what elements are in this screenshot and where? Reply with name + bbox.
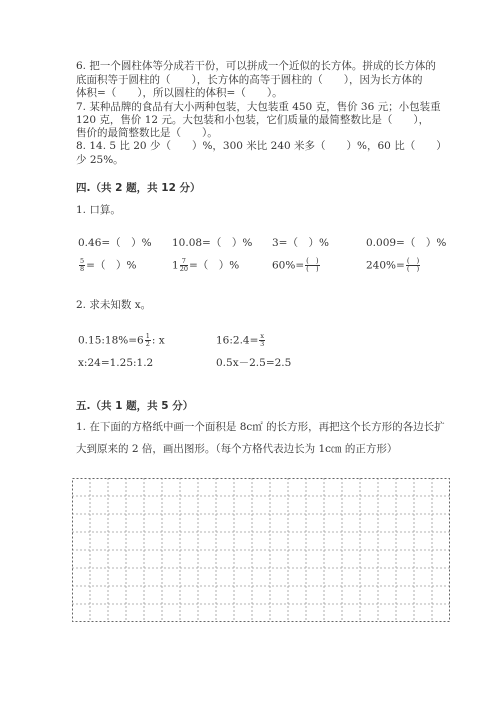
calc-r1c2: 10.08=（ ）% — [172, 237, 253, 249]
equation-2: 16:2.4= $\frac{x}{3}$ — [216, 332, 265, 348]
calc-r1c1: 0.46=（ ）% — [78, 237, 152, 249]
q6-line-2: 底面积等于圆柱的（ ），长方体的高等于圆柱的（ ），因为长方体的 — [76, 74, 423, 86]
fraction: $\frac{x}{3}$ — [260, 332, 265, 348]
q6-line-1: 6. 把一个圆柱体等分成若干份，可以拼成一个近似的长方体。拼成的长方体的 — [76, 60, 436, 72]
q7-line-3: 售价的最简整数比是（ ）。 — [76, 127, 218, 139]
grid-question-line-1: 1. 在下面的方格纸中画一个面积是 8c㎡ 的长方形，再把这个长方形的各边长扩 — [76, 421, 445, 433]
calc-r2c1: $\frac{5}{8}$ =（ ）% — [80, 257, 137, 273]
solve-label: 2. 求未知数 x。 — [76, 299, 152, 311]
grid-question-line-2: 大到原来的 2 倍，画出图形。（每个方格代表边长为 1c㎝ 的正方形） — [76, 443, 398, 455]
fraction: $\frac{5}{8}$ — [80, 257, 85, 273]
q7-line-2: 120 克，售价 12 元。大包装和小包装，它们质量的最简整数比是（ ）， — [76, 114, 430, 126]
equation-4: 0.5x－2.5=2.5 — [216, 357, 292, 369]
fraction: $\frac{1}{2}$ — [145, 332, 150, 348]
square-grid-paper[interactable] — [72, 478, 450, 622]
section-4-title: 四.（共 2 题，共 12 分） — [76, 182, 201, 194]
equation-1: 0.15:18%=6 $\frac{1}{2}$ : x — [78, 332, 165, 348]
calc-r2c4: 240%= $\frac{( )}{( )}$ — [366, 257, 420, 273]
q7-line-1: 7. 某种品牌的食品有大小两种包装，大包装重 450 克，售价 36 元；小包装重 — [76, 101, 441, 113]
fraction: $\frac{7}{20}$ — [179, 257, 188, 273]
q8-line-2: 少 25%。 — [76, 154, 124, 166]
calc-r2c3: 60%= $\frac{( )}{( )}$ — [272, 257, 319, 273]
calc-r1c4: 0.009=（ ）% — [366, 237, 447, 249]
fraction: $\frac{( )}{( )}$ — [406, 257, 420, 273]
calc-r2c2: 1 $\frac{7}{20}$ =（ ）% — [172, 257, 240, 273]
fraction: $\frac{( )}{( )}$ — [306, 257, 319, 273]
q8-line-1: 8. 14. 5 比 20 少（ ）%，300 米比 240 米多（ ）%，60 比（ ） — [76, 140, 447, 152]
section-5-title: 五.（共 1 题，共 5 分） — [76, 400, 194, 412]
calc-r1c3: 3=（ ）% — [272, 237, 329, 249]
oral-calc-label: 1. 口算。 — [76, 204, 121, 216]
equation-3: x:24=1.25:1.2 — [78, 357, 154, 369]
q6-line-3: 体积=（ ），所以圆柱的体积=（ ）。 — [76, 87, 283, 99]
